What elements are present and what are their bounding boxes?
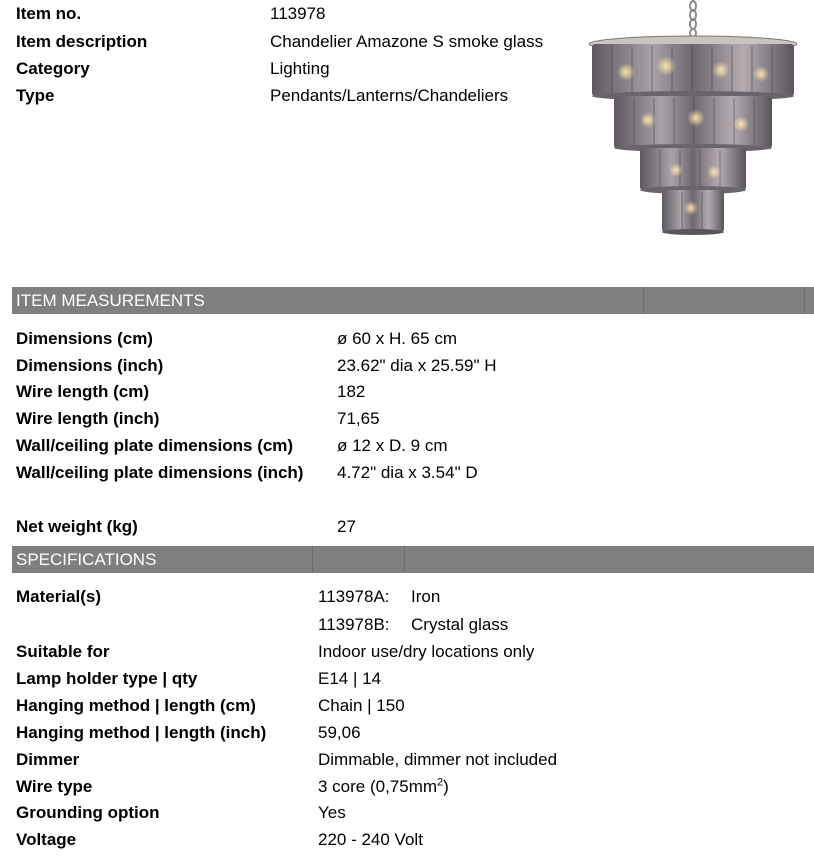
measurement-value-wire-cm: 182: [337, 382, 366, 401]
net-weight-value: 27: [337, 517, 356, 536]
item-measurements-title: ITEM MEASUREMENTS: [16, 291, 205, 310]
measurement-label-wire-cm: Wire length (cm): [16, 382, 150, 401]
measurement-label-plate-cm: Wall/ceiling plate dimensions (cm): [16, 436, 294, 455]
spec-label-dimmer: Dimmer: [16, 750, 80, 769]
material-code-b: 113978B:: [318, 615, 390, 634]
header-divider: [804, 287, 805, 314]
measurement-value-dimensions-inch: 23.62" dia x 25.59" H: [337, 356, 497, 375]
measurement-label-wire-inch: Wire length (inch): [16, 409, 160, 428]
measurement-value-plate-inch: 4.72" dia x 3.54" D: [337, 463, 478, 482]
chandelier-image: [586, 0, 800, 240]
spec-label-grounding: Grounding option: [16, 803, 160, 822]
material-name-b: Crystal glass: [411, 615, 509, 634]
spec-value-lamp-holder: E14 | 14: [318, 669, 382, 688]
material-code-a: 113978A:: [318, 587, 390, 606]
spec-label-suitable-for: Suitable for: [16, 642, 110, 661]
header-divider: [312, 546, 313, 573]
item-description-label: Item description: [16, 32, 148, 51]
spec-value-hanging-cm: Chain | 150: [318, 696, 405, 715]
spec-label-voltage: Voltage: [16, 830, 77, 849]
item-no-label: Item no.: [16, 4, 82, 23]
specifications-header: [12, 546, 814, 573]
material-name-a: Iron: [411, 587, 441, 606]
item-description-value: Chandelier Amazone S smoke glass: [270, 32, 544, 51]
category-label: Category: [16, 59, 90, 78]
net-weight-label: Net weight (kg): [16, 517, 138, 536]
category-value: Lighting: [270, 59, 330, 78]
measurement-label-plate-inch: Wall/ceiling plate dimensions (inch): [16, 463, 304, 482]
header-divider: [643, 287, 644, 314]
wire-type-close: ): [443, 777, 449, 796]
spec-value-suitable-for: Indoor use/dry locations only: [318, 642, 535, 661]
spec-value-voltage: 220 - 240 Volt: [318, 830, 423, 849]
specifications-title: SPECIFICATIONS: [16, 550, 157, 569]
wire-type-superscript: 2: [437, 776, 444, 789]
type-value: Pendants/Lanterns/Chandeliers: [270, 86, 509, 105]
chain: [690, 1, 696, 37]
spec-label-wire-type: Wire type: [16, 777, 93, 796]
wire-type-text: 3 core (0,75mm: [318, 777, 438, 796]
header-divider: [404, 546, 405, 573]
measurement-label-dimensions-cm: Dimensions (cm): [16, 329, 153, 348]
measurement-label-dimensions-inch: Dimensions (inch): [16, 356, 164, 375]
materials-label: Material(s): [16, 587, 102, 606]
measurement-value-dimensions-cm: ø 60 x H. 65 cm: [337, 329, 457, 348]
spec-label-lamp-holder: Lamp holder type | qty: [16, 669, 198, 688]
type-label: Type: [16, 86, 55, 105]
spec-label-hanging-inch: Hanging method | length (inch): [16, 723, 267, 742]
measurement-value-wire-inch: 71,65: [337, 409, 380, 428]
spec-value-grounding: Yes: [318, 803, 346, 822]
measurement-value-plate-cm: ø 12 x D. 9 cm: [337, 436, 448, 455]
item-measurements-header: [12, 287, 814, 314]
spec-label-hanging-cm: Hanging method | length (cm): [16, 696, 256, 715]
spec-value-dimmer: Dimmable, dimmer not included: [318, 750, 558, 769]
spec-value-hanging-inch: 59,06: [318, 723, 361, 742]
spec-value-wire-type: [318, 777, 449, 797]
item-no-value: 113978: [270, 4, 326, 23]
